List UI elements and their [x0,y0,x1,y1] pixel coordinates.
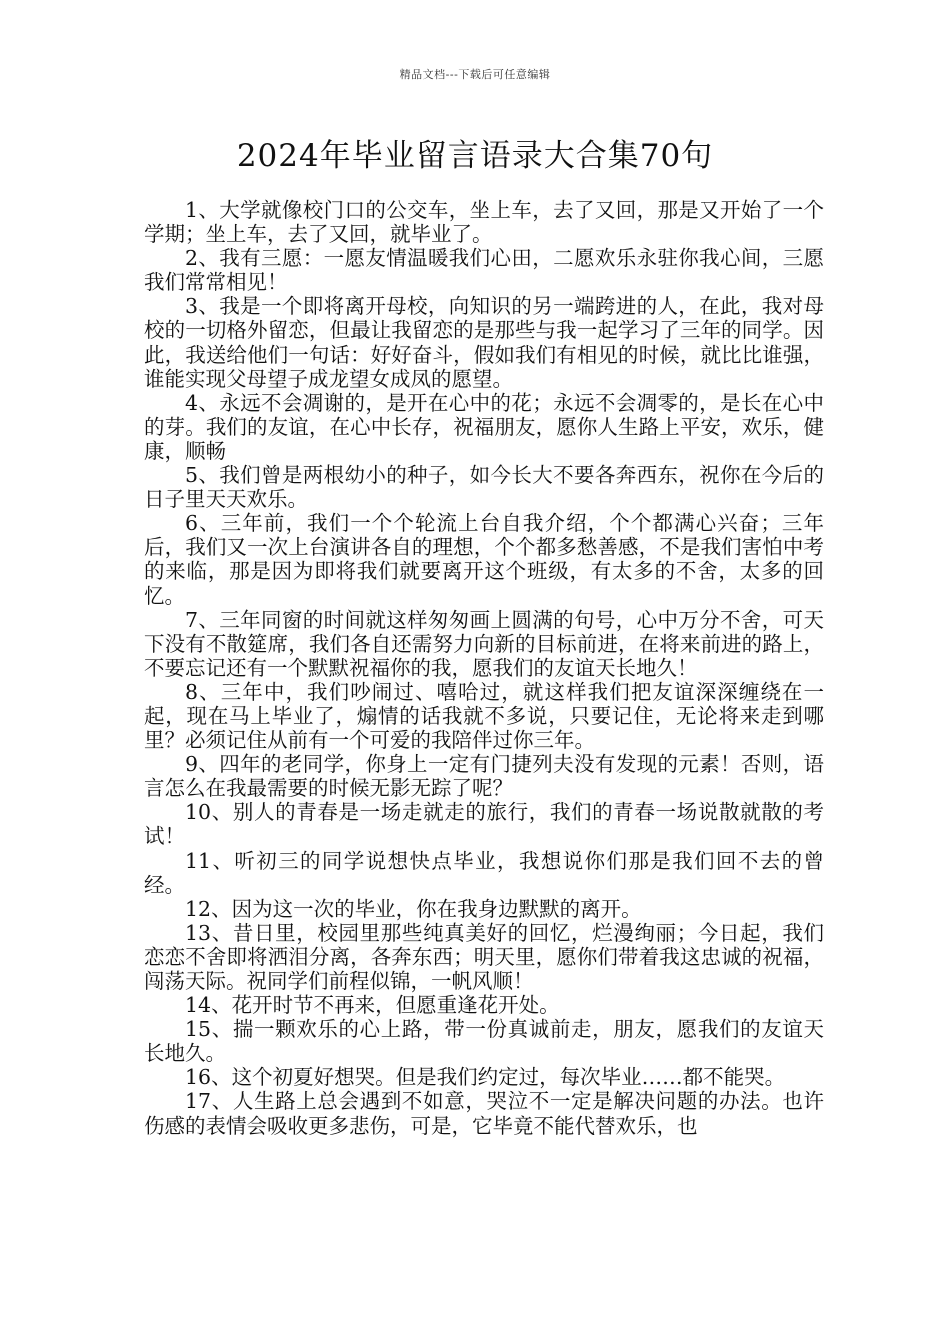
paragraph-15: 15、揣一颗欢乐的心上路，带一份真诚前走，朋友，愿我们的友谊天长地久。 [144,1017,824,1066]
page-title: 2024年毕业留言语录大合集70句 [236,138,714,174]
paragraph-17: 17、人生路上总会遇到不如意，哭泣不一定是解决问题的办法。也许伤感的表情会吸收更多悲伤，可是，它毕竟不能代替欢乐，也 [144,1089,824,1138]
paragraph-11: 11、听初三的同学说想快点毕业，我想说你们那是我们回不去的曾经。 [144,848,824,897]
header-note: 精品文档---下载后可任意编辑 [399,68,551,81]
paragraph-1: 1、大学就像校门口的公交车，坐上车，去了又回，那是又开始了一个学期；坐上车，去了又回，就毕业了。 [144,198,824,247]
paragraph-7: 7、三年同窗的时间就这样匆匆画上圆满的句号，心中万分不舍，可天下没有不散筵席，我们各自还需努力向新的目标前进，在将来前进的路上，不要忘记还有一个默默祝福你的我，愿我们的友谊天长地久！ [144,607,824,680]
paragraph-6: 6、三年前，我们一个个轮流上台自我介绍，个个都满心兴奋；三年后，我们又一次上台演讲各自的理想，个个都多愁善感，不是我们害怕中考的来临，那是因为即将我们就要离开这个班级，有太多的不舍，太多的回忆。 [144,511,824,608]
paragraph-2: 2、我有三愿：一愿友情温暖我们心田，二愿欢乐永驻你我心间，三愿我们常常相见！ [144,246,824,295]
paragraph-10: 10、别人的青春是一场走就走的旅行，我们的青春一场说散就散的考试！ [144,800,824,849]
paragraph-13: 13、昔日里，校园里那些纯真美好的回忆，烂漫绚丽；今日起，我们恋恋不舍即将洒泪分离，各奔东西；明天里，愿你们带着我这忠诚的祝福，闯荡天际。祝同学们前程似锦，一帆风顺！ [144,920,824,993]
paragraph-5: 5、我们曾是两根幼小的种子，如今长大不要各奔西东，祝你在今后的日子里天天欢乐。 [144,463,824,512]
paragraph-16: 16、这个初夏好想哭。但是我们约定过，每次毕业……都不能哭。 [185,1065,786,1090]
paragraph-12: 12、因为这一次的毕业，你在我身边默默的离开。 [185,896,642,921]
paragraph-4: 4、永远不会凋谢的，是开在心中的花；永远不会凋零的，是长在心中的芽。我们的友谊，在心中长存，祝福朋友，愿你人生路上平安，欢乐，健康，顺畅 [144,390,824,463]
paragraph-14: 14、花开时节不再来，但愿重逢花开处。 [185,993,560,1018]
document-body [144,198,824,1138]
paragraph-3: 3、我是一个即将离开母校，向知识的另一端跨进的人，在此，我对母校的一切格外留恋，但最让我留恋的是那些与我一起学习了三年的同学。因此，我送给他们一句话：好好奋斗，假如我们有相见的时候，就比比谁强，谁能实现父母望子成龙望女成凤的愿望。 [144,294,824,391]
paragraph-8: 8、三年中，我们吵闹过、嘻哈过，就这样我们把友谊深深缠绕在一起，现在马上毕业了，煽情的话我就不多说，只要记住，无论将来走到哪里？必须记住从前有一个可爱的我陪伴过你三年。 [144,679,824,753]
paragraph-9: 9、四年的老同学，你身上一定有门捷列夫没有发现的元素！否则，语言怎么在我最需要的时候无影无踪了呢？ [144,752,824,801]
